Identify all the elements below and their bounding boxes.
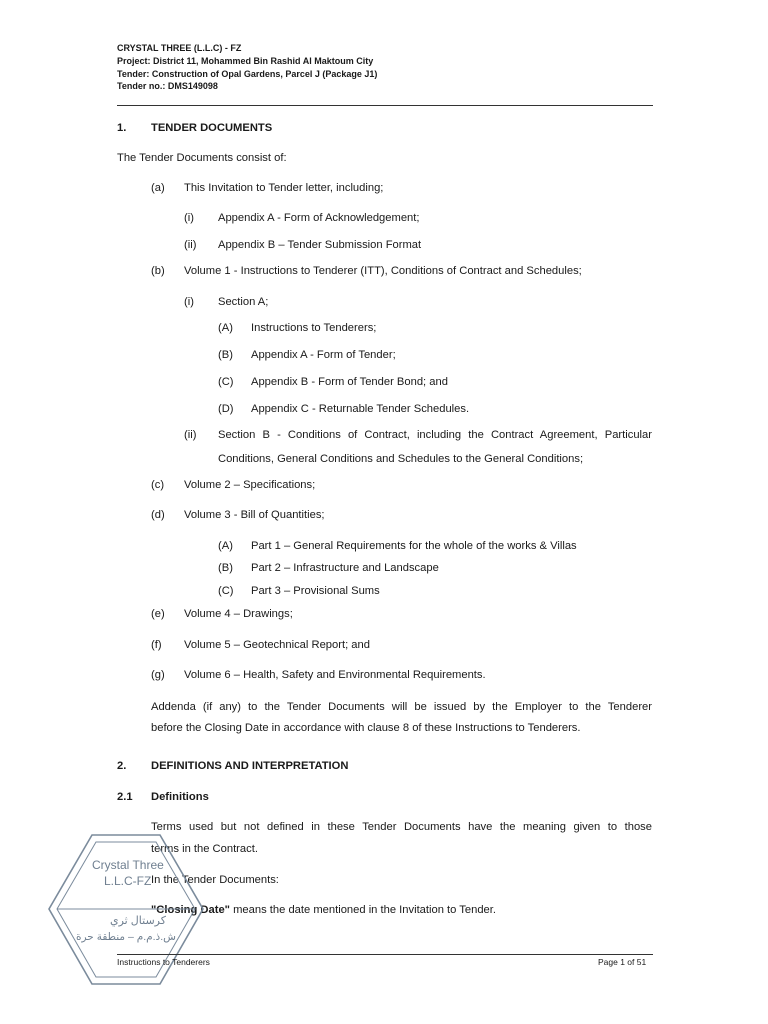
- item-a-ii-label: (ii): [184, 239, 197, 251]
- item-b-i-B-label: (B): [218, 349, 233, 361]
- item-e-text: Volume 4 – Drawings;: [184, 608, 293, 620]
- header-project: Project: District 11, Mohammed Bin Rashid Al Maktoum City: [117, 56, 374, 66]
- section-2-1-title: Definitions: [151, 791, 209, 803]
- item-d-A-label: (A): [218, 540, 233, 552]
- item-b-label: (b): [151, 265, 165, 277]
- item-b-i-D-label: (D): [218, 403, 234, 415]
- section-1-number: 1.: [117, 122, 127, 134]
- addenda-line-2: before the Closing Date in accordance with clause 8 of these Instructions to Tenderers.: [151, 722, 581, 734]
- item-b-text: Volume 1 - Instructions to Tenderer (ITT), Conditions of Contract and Schedules;: [184, 265, 582, 277]
- item-d-A-text: Part 1 – General Requirements for the whole of the works & Villas: [251, 540, 577, 552]
- header-tender: Tender: Construction of Opal Gardens, Parcel J (Package J1): [117, 69, 378, 79]
- item-a-label: (a): [151, 182, 165, 194]
- item-f-text: Volume 5 – Geotechnical Report; and: [184, 639, 370, 651]
- section-1-intro: The Tender Documents consist of:: [117, 152, 287, 164]
- item-g-text: Volume 6 – Health, Safety and Environmental Requirements.: [184, 669, 486, 681]
- stamp-line-1: Crystal Three: [92, 858, 164, 872]
- item-b-ii-text-cont: Conditions, General Conditions and Schedules to the General Conditions;: [218, 453, 584, 465]
- closing-date-text: means the date mentioned in the Invitation to Tender.: [230, 904, 496, 916]
- item-b-i-A-label: (A): [218, 322, 233, 334]
- definitions-para-1-line-2: terms in the Contract.: [151, 843, 258, 855]
- item-a-i-label: (i): [184, 212, 194, 224]
- stamp-arabic-2: ش.ذ.م.م – منطقة حرة: [76, 931, 176, 943]
- item-a-text: This Invitation to Tender letter, including;: [184, 182, 384, 194]
- footer-divider: [117, 954, 653, 955]
- item-c-label: (c): [151, 479, 165, 491]
- closing-date-term: "Closing Date": [151, 904, 230, 916]
- item-b-i-C-text: Appendix B - Form of Tender Bond; and: [251, 376, 448, 388]
- item-a-ii-text: Appendix B – Tender Submission Format: [218, 239, 422, 251]
- header-tender-no: Tender no.: DMS149098: [117, 81, 218, 91]
- item-d-label: (d): [151, 509, 165, 521]
- header-company: CRYSTAL THREE (L.L.C) - FZ: [117, 43, 242, 53]
- item-b-i-A-text: Instructions to Tenderers;: [251, 322, 377, 334]
- footer-page-number: Page 1 of 51: [598, 957, 647, 967]
- footer-document-title: Instructions to Tenderers: [117, 957, 210, 967]
- item-d-C-label: (C): [218, 585, 234, 597]
- definitions-para-1-line-1: Terms used but not defined in these Tender Documents have the meaning given to those: [151, 821, 652, 833]
- item-b-i-text: Section A;: [218, 296, 269, 308]
- item-d-B-label: (B): [218, 562, 233, 574]
- definitions-para-2: In the Tender Documents:: [151, 874, 279, 886]
- item-d-B-text: Part 2 – Infrastructure and Landscape: [251, 562, 439, 574]
- addenda-line-1: Addenda (if any) to the Tender Documents will be issued by the Employer to the Tenderer: [151, 701, 652, 713]
- section-2-title: DEFINITIONS AND INTERPRETATION: [151, 760, 349, 772]
- item-b-ii-text: Section B - Conditions of Contract, including the Contract Agreement, Particular: [218, 429, 652, 441]
- section-2-1-number: 2.1: [117, 791, 133, 803]
- item-d-text: Volume 3 - Bill of Quantities;: [184, 509, 325, 521]
- item-b-i-C-label: (C): [218, 376, 234, 388]
- section-2-number: 2.: [117, 760, 127, 772]
- item-c-text: Volume 2 – Specifications;: [184, 479, 316, 491]
- item-f-label: (f): [151, 639, 162, 651]
- item-e-label: (e): [151, 608, 165, 620]
- item-d-C-text: Part 3 – Provisional Sums: [251, 585, 380, 597]
- section-1-title: TENDER DOCUMENTS: [151, 122, 273, 134]
- item-b-i-D-text: Appendix C - Returnable Tender Schedules.: [251, 403, 470, 415]
- item-b-i-B-text: Appendix A - Form of Tender;: [251, 349, 396, 361]
- stamp-arabic-1: كرستال ثري: [110, 915, 166, 927]
- item-b-i-label: (i): [184, 296, 194, 308]
- stamp-line-2: L.L.C-FZ: [104, 874, 152, 888]
- item-b-ii-label: (ii): [184, 429, 197, 441]
- item-a-i-text: Appendix A - Form of Acknowledgement;: [218, 212, 420, 224]
- item-g-label: (g): [151, 669, 165, 681]
- header-divider: [117, 105, 653, 106]
